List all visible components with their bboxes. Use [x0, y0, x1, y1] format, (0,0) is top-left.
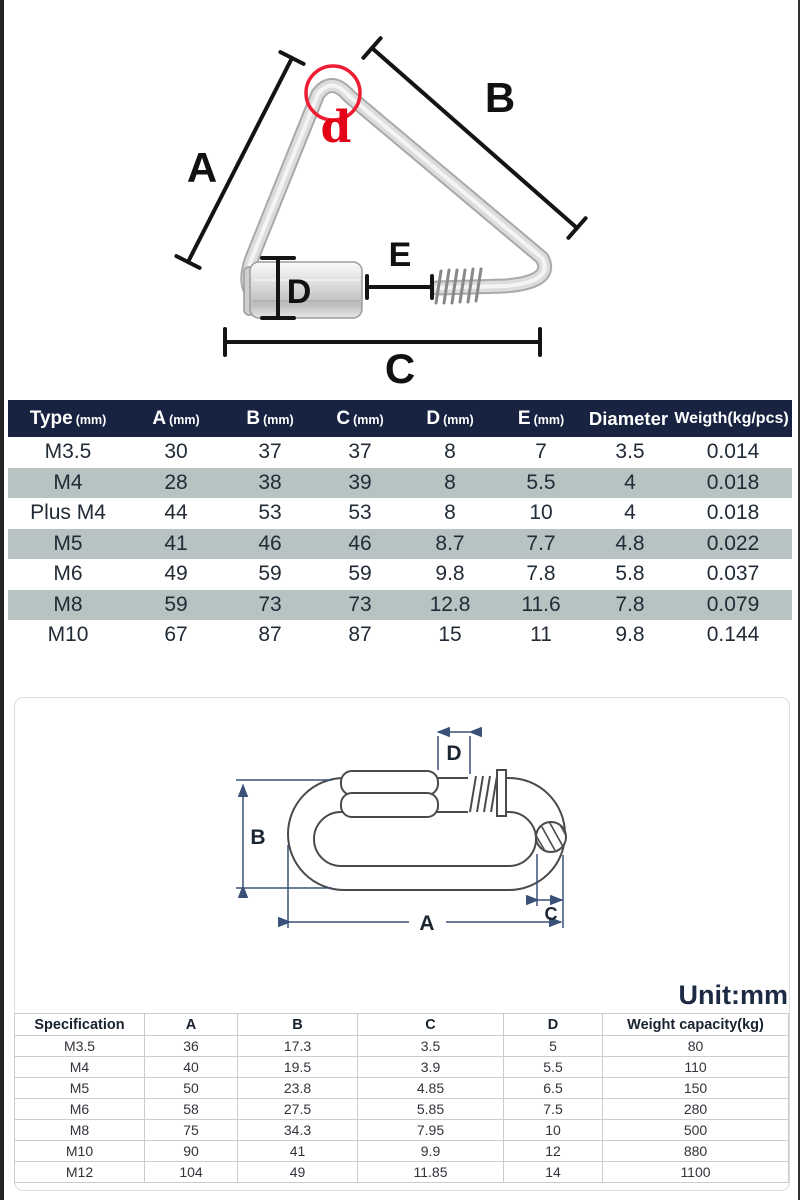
table-cell: 28 [164, 470, 188, 494]
table-cell: 34.3 [238, 1120, 358, 1141]
table-cell: 46 [258, 531, 282, 555]
table-cell: 9.8 [615, 623, 645, 647]
column-header: D [504, 1014, 603, 1036]
product-photo-triangle-quick-link [0, 0, 800, 398]
table-cell: M4 [15, 1057, 145, 1078]
table-cell: 10 [529, 501, 553, 525]
table-cell: 59 [164, 592, 188, 616]
table-cell: 41 [238, 1141, 358, 1162]
table-cell: Plus M4 [30, 501, 106, 525]
table-cell: 12 [504, 1141, 603, 1162]
table-cell: 7.7 [526, 531, 556, 555]
drawing-thread [468, 770, 506, 816]
table-cell: M8 [15, 1120, 145, 1141]
column-header: A (mm) [152, 407, 200, 429]
table-row [15, 1036, 789, 1057]
table-cell: 10 [504, 1120, 603, 1141]
column-header: Diameter [588, 407, 669, 429]
table-row [8, 468, 792, 499]
table-cell: 37 [258, 440, 282, 464]
table-cell: 49 [164, 562, 188, 586]
table-cell: 37 [348, 440, 372, 464]
table-cell: 4.85 [358, 1078, 504, 1099]
drawing-label-c: C [544, 904, 558, 924]
technical-drawing-oval-quick-link [0, 700, 800, 970]
table-cell: 58 [145, 1099, 238, 1120]
drawing-sleeve-nut [341, 771, 438, 817]
table-row [15, 1162, 789, 1183]
table-row [8, 437, 792, 468]
column-header: D (mm) [426, 407, 474, 429]
table-row [8, 498, 792, 529]
drawing-label-a: A [419, 912, 435, 935]
table-cell: 4 [624, 470, 636, 494]
table-cell: 30 [164, 440, 188, 464]
table-cell: M3.5 [15, 1036, 145, 1057]
drawing-label-d: D [446, 742, 462, 765]
table-cell: 110 [603, 1057, 789, 1078]
table-cell: 7.95 [358, 1120, 504, 1141]
table-cell: 49 [238, 1162, 358, 1183]
table-cell: M10 [47, 623, 89, 647]
table-cell: 59 [348, 562, 372, 586]
table-cell: 44 [164, 501, 188, 525]
table-row [15, 1141, 789, 1162]
table-cell: 39 [348, 470, 372, 494]
unit-label: Unit:mm [678, 980, 788, 1010]
table-cell: 8 [444, 501, 456, 525]
table-cell: 4.8 [615, 531, 645, 555]
column-header: B [238, 1014, 358, 1036]
table-cell: 53 [258, 501, 282, 525]
table-row [8, 590, 792, 621]
spec-table-body [8, 437, 792, 651]
table-cell: 50 [145, 1078, 238, 1099]
wire-diameter-label: d [320, 102, 352, 153]
table-cell: 880 [603, 1141, 789, 1162]
table-cell: 17.3 [238, 1036, 358, 1057]
table-cell: 11.6 [521, 592, 561, 616]
table-cell: 0.037 [706, 562, 760, 586]
table-cell: 73 [348, 592, 372, 616]
column-header: E (mm) [517, 407, 565, 429]
table-cell: 23.8 [238, 1078, 358, 1099]
table-cell: 38 [258, 470, 282, 494]
table-cell: M4 [53, 470, 83, 494]
table-cell: 8 [444, 470, 456, 494]
table-cell: 53 [348, 501, 372, 525]
table-cell: 75 [145, 1120, 238, 1141]
table-cell: M10 [15, 1141, 145, 1162]
table-cell: 11 [530, 623, 552, 647]
table-cell: 0.144 [706, 623, 760, 647]
dim-label-e: E [388, 236, 412, 274]
table-cell: 87 [348, 623, 372, 647]
table-cell: 5.5 [526, 470, 556, 494]
column-header: C (mm) [336, 407, 384, 429]
column-header: Weigth(kg/pcs) [674, 409, 789, 427]
table-cell: 9.9 [358, 1141, 504, 1162]
table-cell: 500 [603, 1120, 789, 1141]
table-cell: 6.5 [504, 1078, 603, 1099]
table-cell: 280 [603, 1099, 789, 1120]
dimension-lines [176, 38, 585, 355]
table-cell: 40 [145, 1057, 238, 1078]
table-cell: 90 [145, 1141, 238, 1162]
table-row [15, 1078, 789, 1099]
column-header: Type (mm) [29, 407, 107, 429]
drawing-dimensions [236, 732, 563, 928]
table-cell: M5 [15, 1078, 145, 1099]
table-cell: 87 [258, 623, 282, 647]
table-cell: 5.85 [358, 1099, 504, 1120]
capacity-table-header-row [15, 1014, 789, 1036]
table-cell: 5.5 [504, 1057, 603, 1078]
table-cell: 8 [444, 440, 456, 464]
table-cell: M6 [53, 562, 83, 586]
table-cell: 11.85 [358, 1162, 504, 1183]
dim-label-d: D [286, 273, 312, 311]
table-cell: 150 [603, 1078, 789, 1099]
table-cell: 67 [164, 623, 188, 647]
table-cell: M8 [53, 592, 83, 616]
table-row [8, 559, 792, 590]
table-cell: M3.5 [44, 440, 92, 464]
table-cell: 12.8 [429, 592, 471, 616]
table-cell: 7 [535, 440, 547, 464]
table-cell: 8.7 [435, 531, 465, 555]
table-cell: 19.5 [238, 1057, 358, 1078]
table-cell: 104 [145, 1162, 238, 1183]
column-header: C [358, 1014, 504, 1036]
table-cell: 80 [603, 1036, 789, 1057]
table-cell: 73 [258, 592, 282, 616]
table-cell: 0.079 [706, 592, 760, 616]
table-cell: 0.018 [706, 501, 760, 525]
drawing-label-b: B [250, 826, 266, 849]
table-row [8, 620, 792, 651]
table-cell: 5.8 [615, 562, 645, 586]
column-header: A [145, 1014, 238, 1036]
table-cell: M6 [15, 1099, 145, 1120]
table-cell: 46 [348, 531, 372, 555]
table-cell: 41 [164, 531, 188, 555]
table-cell: 0.014 [706, 440, 760, 464]
table-cell: 36 [145, 1036, 238, 1057]
column-header: Weight capacity(kg) [603, 1014, 789, 1036]
dim-label-a: A [186, 144, 218, 191]
table-cell: 27.5 [238, 1099, 358, 1120]
table-cell: 3.5 [615, 440, 645, 464]
table-cell: 59 [258, 562, 282, 586]
capacity-table-body [15, 1036, 789, 1183]
table-cell: 1100 [603, 1162, 789, 1183]
spec-table-mm [8, 400, 792, 651]
table-cell: 3.5 [358, 1036, 504, 1057]
table-row [8, 529, 792, 560]
table-cell: 0.018 [706, 470, 760, 494]
table-cell: 5 [504, 1036, 603, 1057]
table-cell: 7.8 [615, 592, 645, 616]
table-row [15, 1057, 789, 1078]
column-header: Specification [15, 1014, 145, 1036]
capacity-table [14, 1013, 789, 1183]
table-cell: 7.8 [526, 562, 556, 586]
column-header: B (mm) [246, 407, 294, 429]
table-cell: 0.022 [706, 531, 760, 555]
spec-table-header-row [8, 400, 792, 437]
table-row [15, 1120, 789, 1141]
dim-label-b: B [484, 74, 516, 121]
table-cell: 4 [624, 501, 636, 525]
table-cell: 9.8 [435, 562, 465, 586]
table-cell: 14 [504, 1162, 603, 1183]
dim-label-c: C [384, 345, 416, 392]
table-cell: 7.5 [504, 1099, 603, 1120]
table-cell: 3.9 [358, 1057, 504, 1078]
table-cell: 15 [438, 623, 462, 647]
table-row [15, 1099, 789, 1120]
table-cell: M12 [15, 1162, 145, 1183]
table-cell: M5 [53, 531, 83, 555]
